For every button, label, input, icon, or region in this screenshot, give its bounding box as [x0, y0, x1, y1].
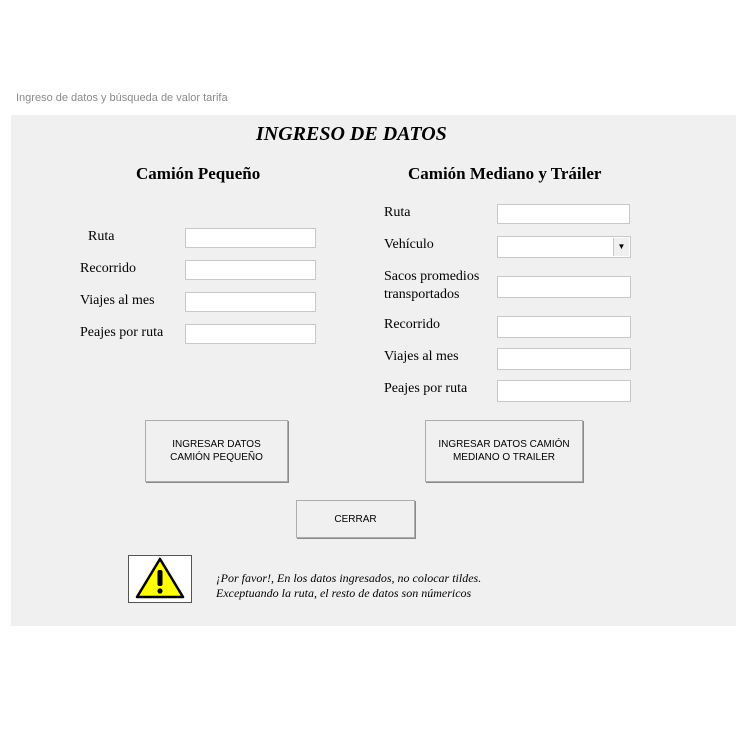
medium-trips-input[interactable]: [497, 348, 631, 370]
sacks-input[interactable]: [497, 276, 631, 298]
small-trips-label: Viajes al mes: [80, 293, 155, 308]
warning-panel: [128, 555, 192, 603]
notice-text: [216, 571, 481, 601]
medium-distance-input[interactable]: [497, 316, 631, 338]
close-button[interactable]: CERRAR: [296, 500, 415, 538]
medium-route-input[interactable]: [497, 204, 630, 224]
medium-distance-label: Recorrido: [384, 317, 440, 332]
small-tolls-label: Peajes por ruta: [80, 325, 164, 340]
notice-line-1: ¡Por favor!, En los datos ingresados, no colocar tildes.: [216, 571, 482, 585]
medium-trips-label: Viajes al mes: [384, 349, 459, 364]
medium-tolls-label: Peajes por ruta: [384, 381, 468, 396]
small-route-input[interactable]: [185, 228, 316, 248]
small-distance-label: Recorrido: [80, 261, 136, 276]
medium-route-label: Ruta: [384, 205, 411, 220]
warning-icon: [129, 556, 191, 602]
vehicle-label: Vehículo: [384, 237, 434, 252]
chevron-down-icon[interactable]: ▼: [613, 238, 629, 256]
small-truck-title: Camión Pequeño: [136, 164, 261, 183]
sacks-label: Sacos promedios transportados: [384, 269, 480, 302]
small-distance-input[interactable]: [185, 260, 316, 280]
window-title: Ingreso de datos y búsqueda de valor tarifa: [16, 92, 228, 104]
vehicle-select[interactable]: [497, 236, 631, 258]
data-entry-form: [11, 115, 736, 626]
small-trips-input[interactable]: [185, 292, 316, 312]
small-tolls-input[interactable]: [185, 324, 316, 344]
medium-truck-title: Camión Mediano y Tráiler: [408, 164, 602, 183]
small-route-label: Ruta: [88, 229, 115, 244]
form-heading: INGRESO DE DATOS: [256, 123, 447, 145]
notice-line-2: Exceptuando la ruta, el resto de datos son númericos: [216, 586, 472, 600]
submit-medium-truck-button[interactable]: INGRESAR DATOS CAMIÓN MEDIANO O TRAILER: [425, 420, 583, 482]
submit-small-truck-button[interactable]: INGRESAR DATOS CAMIÓN PEQUEÑO: [145, 420, 288, 482]
medium-tolls-input[interactable]: [497, 380, 631, 402]
